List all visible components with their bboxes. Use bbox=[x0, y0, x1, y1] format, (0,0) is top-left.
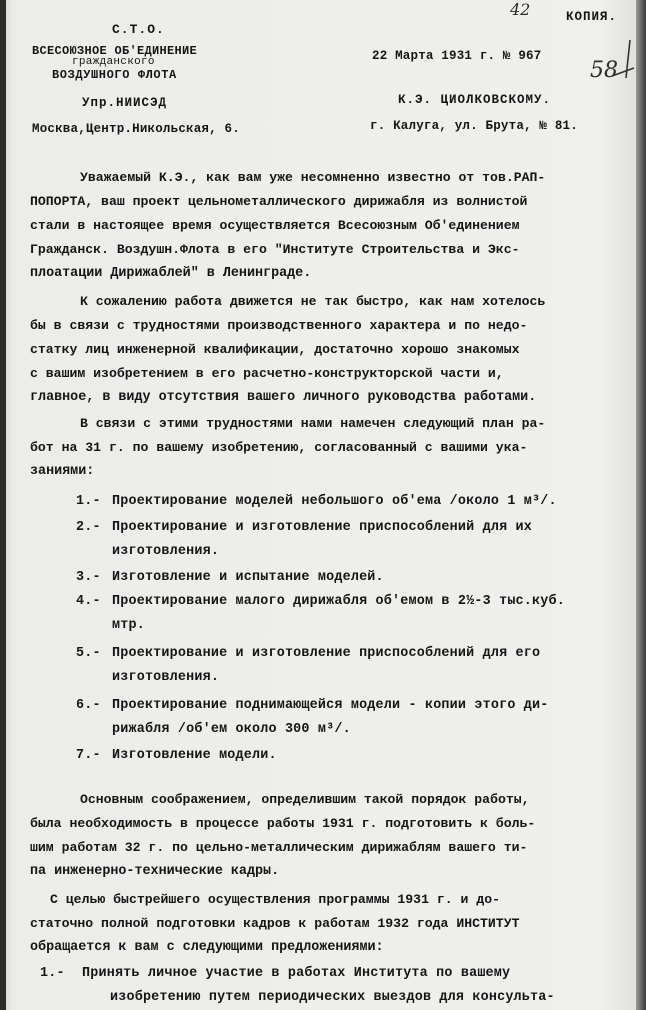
text-line: главное, в виду отсутствия вашего личного руководства работами. bbox=[30, 390, 537, 405]
department: Упр.НИИСЭД bbox=[82, 96, 168, 110]
plan-item-text: Изготовление модели. bbox=[112, 748, 277, 763]
text-line: бот на 31 г. по вашему изобретению, согласованный с вашими ука- bbox=[30, 440, 528, 455]
plan-item-text: изготовления. bbox=[112, 544, 220, 559]
text-line: стали в настоящее время осуществляется Всесоюзным Об'единением bbox=[30, 218, 520, 233]
recipient-name: К.Э. ЦИОЛКОВСКОМУ. bbox=[398, 93, 552, 107]
handwritten-stroke-mark bbox=[608, 38, 638, 98]
plan-item-number: 3.- bbox=[76, 570, 101, 585]
text-line: В связи с этими трудностями нами намечен следующий план ра- bbox=[80, 416, 546, 431]
proposal-text: Принять личное участие в работах Института по вашему bbox=[82, 966, 511, 981]
proposal-number: 1.- bbox=[40, 966, 65, 981]
copy-mark: КОПИЯ. bbox=[566, 10, 618, 24]
text-line: К сожалению работа движется не так быстро, как нам хотелось bbox=[80, 294, 546, 309]
text-line: Гражданск. Воздушн.Флота в его "Институте Строительства и Экс- bbox=[30, 242, 520, 257]
text-line: С целью быстрейшего осуществления программы 1931 г. и до- bbox=[50, 892, 501, 907]
scan-edge-right bbox=[636, 0, 646, 1010]
plan-item-text: Проектирование моделей небольшого об'ема /около 1 м³/. bbox=[112, 494, 557, 509]
plan-item-text: рижабля /об'ем около 300 м³/. bbox=[112, 722, 351, 737]
plan-item-text: изготовления. bbox=[112, 670, 220, 685]
text-line: заниями: bbox=[30, 464, 95, 479]
org-abbreviation: С.Т.О. bbox=[112, 22, 165, 37]
text-line: статку лиц инженерной квалификации, достаточно хорошо знакомых bbox=[30, 342, 520, 357]
recipient-address: г. Калуга, ул. Брута, № 81. bbox=[370, 119, 578, 133]
text-line: обращается к вам с следующими предложениями: bbox=[30, 940, 384, 955]
plan-item-number: 5.- bbox=[76, 646, 101, 661]
text-line: с вашим изобретением в его расчетно-конструкторской части и, bbox=[30, 366, 504, 381]
text-line: бы в связи с трудностями производственного характера и по недо- bbox=[30, 318, 528, 333]
plan-item-number: 6.- bbox=[76, 698, 101, 713]
text-line: была необходимость в процессе работы 1931 г. подготовить к боль- bbox=[30, 816, 536, 831]
plan-item-text: мтр. bbox=[112, 618, 145, 633]
proposal-text: изобретению путем периодических выездов для консульта- bbox=[110, 990, 555, 1005]
plan-item-number: 4.- bbox=[76, 594, 101, 609]
org-address: Москва,Центр.Никольская, 6. bbox=[32, 122, 240, 136]
handwritten-page-number: 58 bbox=[590, 58, 618, 83]
date-and-number: 22 Марта 1931 г. № 967 bbox=[372, 49, 542, 63]
plan-item-text: Проектирование и изготовление приспособлений для его bbox=[112, 646, 541, 661]
plan-item-number: 2.- bbox=[76, 520, 101, 535]
plan-item-text: Проектирование поднимающейся модели - копии этого ди- bbox=[112, 698, 549, 713]
plan-item-text: Проектирование малого дирижабля об'емом в 2½-3 тыс.куб. bbox=[112, 594, 565, 609]
text-line: плоатации Дирижаблей" в Ленинграде. bbox=[30, 266, 312, 281]
scan-edge-left bbox=[0, 0, 6, 1010]
text-line: Уважаемый К.Э., как вам уже несомненно известно от тов.РАП- bbox=[80, 170, 546, 185]
plan-item-text: Проектирование и изготовление приспособлений для их bbox=[112, 520, 533, 535]
plan-item-number: 1.- bbox=[76, 494, 101, 509]
org-name-line2: гражданского bbox=[72, 56, 155, 68]
text-line: Основным соображением, определившим такой порядок работы, bbox=[80, 792, 530, 807]
org-name-line1: ВСЕСОЮЗНОЕ ОБ'ЕДИНЕНИЕ bbox=[32, 44, 198, 58]
text-line: шим работам 32 г. по цельно-металлическим дирижаблям вашего ти- bbox=[30, 840, 528, 855]
handwritten-number-top: 42 bbox=[510, 0, 531, 19]
text-line: статочно полной подготовки кадров к работам 1932 года ИНСТИТУТ bbox=[30, 916, 520, 931]
org-name-line3: ВОЗДУШНОГО ФЛОТА bbox=[52, 68, 177, 82]
plan-item-number: 7.- bbox=[76, 748, 101, 763]
plan-item-text: Изготовление и испытание моделей. bbox=[112, 570, 384, 585]
text-line: ПОПОРТА, ваш проект цельнометаллического дирижабля из волнистой bbox=[30, 194, 528, 209]
text-line: па инженерно-технические кадры. bbox=[30, 864, 280, 879]
